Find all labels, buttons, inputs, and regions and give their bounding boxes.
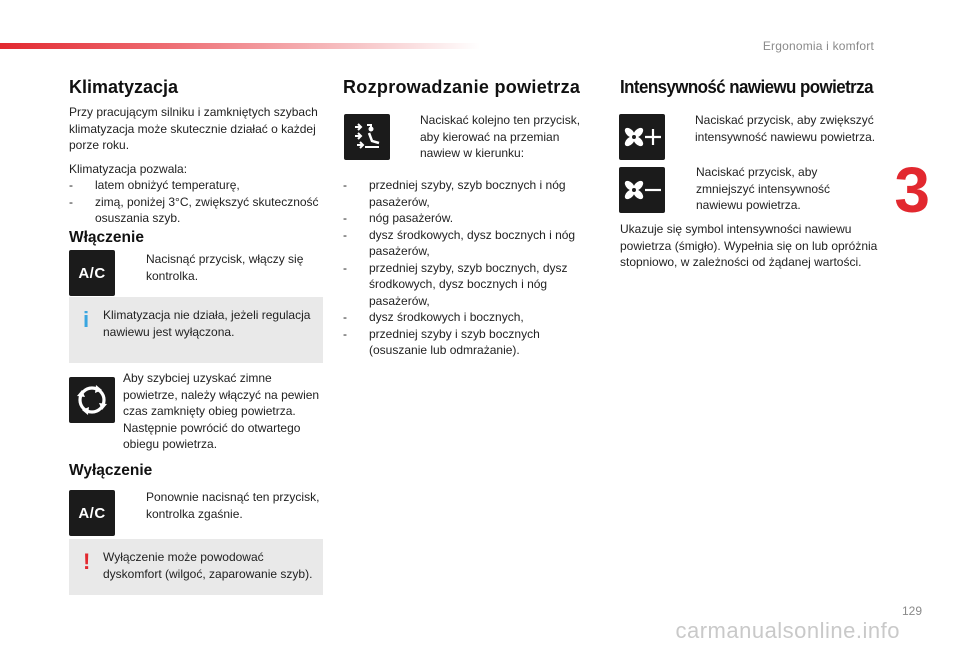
allows-label: Klimatyzacja pozwala: xyxy=(69,162,188,176)
recirculation-text: Aby szybciej uzyskać zimne powietrze, należy włączyć na pewien czas zamknięty obieg powietrza. Następnie powrócić do otwartego obiegu powietrza. xyxy=(123,371,320,451)
list-item: - nóg pasażerów. xyxy=(343,210,583,227)
ac-button-off[interactable] xyxy=(69,490,115,536)
subsection-title-on: Włączenie xyxy=(69,229,144,246)
ac-button-icon: A/C xyxy=(78,504,106,522)
distribution-list xyxy=(343,177,583,359)
list-item: - przedniej szyby, szyb bocznych i nóg pasażerów, xyxy=(343,177,583,210)
watermark: carmanualsonline.info xyxy=(675,618,900,643)
warning-note-text: Wyłączenie może powodować dyskomfort (wilgoć, zaparowanie szyb). xyxy=(103,550,313,581)
warning-icon: ! xyxy=(83,549,91,574)
intro-paragraph: Przy pracującym silniku i zamkniętych szybach klimatyzacja może skutecznie działać o każdej porze roku. xyxy=(69,105,318,152)
ac-button[interactable] xyxy=(69,250,115,296)
list-item: - dysz środkowych, dysz bocznych i nóg pasażerów, xyxy=(343,227,583,260)
list-item: - latem obniżyć temperaturę, xyxy=(69,177,327,194)
info-note-text: Klimatyzacja nie działa, jeżeli regulacja nawiewu jest wyłączona. xyxy=(103,308,311,339)
info-note xyxy=(69,297,323,363)
list-item: - dysz środkowych i bocznych, xyxy=(343,309,583,326)
subsection-title-off: Wyłączenie xyxy=(69,462,153,479)
fan-description: Ukazuje się symbol intensywności nawiewu powietrza (śmigło). Wypełnia się on lub opróżnia stopniowo, w zależności od żądanej wartości. xyxy=(620,222,878,269)
list-item: - zimą, poniżej 3°C, zwiększyć skuteczność osuszania szyb. xyxy=(69,194,327,227)
section-title-klimatyzacja: Klimatyzacja xyxy=(69,77,179,97)
on-instruction: Nacisnąć przycisk, włączy się kontrolka. xyxy=(146,252,304,283)
list-item: - przedniej szyby i szyb bocznych (osuszanie lub odmrażanie). xyxy=(343,326,583,359)
fan-plus-icon xyxy=(622,122,662,152)
recirculation-button[interactable] xyxy=(69,377,115,423)
info-icon: i xyxy=(83,307,90,332)
air-distribution-button[interactable] xyxy=(344,114,390,160)
fan-decrease-button[interactable] xyxy=(619,167,665,213)
page-number: 129 xyxy=(901,604,922,618)
header-accent-bar xyxy=(0,43,480,49)
chapter-title: Ergonomia i komfort xyxy=(762,39,874,53)
fan-decrease-instruction: Naciskać przycisk, aby zmniejszyć intensywność nawiewu powietrza. xyxy=(696,165,831,212)
fan-minus-icon xyxy=(622,175,662,205)
chapter-number: 3 xyxy=(894,154,930,226)
off-instruction: Ponownie nacisnąć ten przycisk, kontrolka zgaśnie. xyxy=(146,490,320,521)
section-title-distribution: Rozprowadzanie powietrza xyxy=(343,77,581,97)
fan-increase-button[interactable] xyxy=(619,114,665,160)
distribution-instruction: Naciskać kolejno ten przycisk, aby kierować na przemian nawiew w kierunku: xyxy=(420,113,581,160)
section-title-fan-intensity: Intensywność nawiewu powietrza xyxy=(620,77,873,97)
allows-list xyxy=(69,177,327,227)
air-distribution-icon xyxy=(349,119,385,155)
list-item: - przedniej szyby, szyb bocznych, dysz środkowych, dysz bocznych i nóg pasażerów, xyxy=(343,260,583,310)
ac-button-icon: A/C xyxy=(78,264,106,282)
recirculation-icon xyxy=(75,383,109,417)
fan-increase-instruction: Naciskać przycisk, aby zwiększyć intensywność nawiewu powietrza. xyxy=(695,113,876,144)
warning-note xyxy=(69,539,323,595)
